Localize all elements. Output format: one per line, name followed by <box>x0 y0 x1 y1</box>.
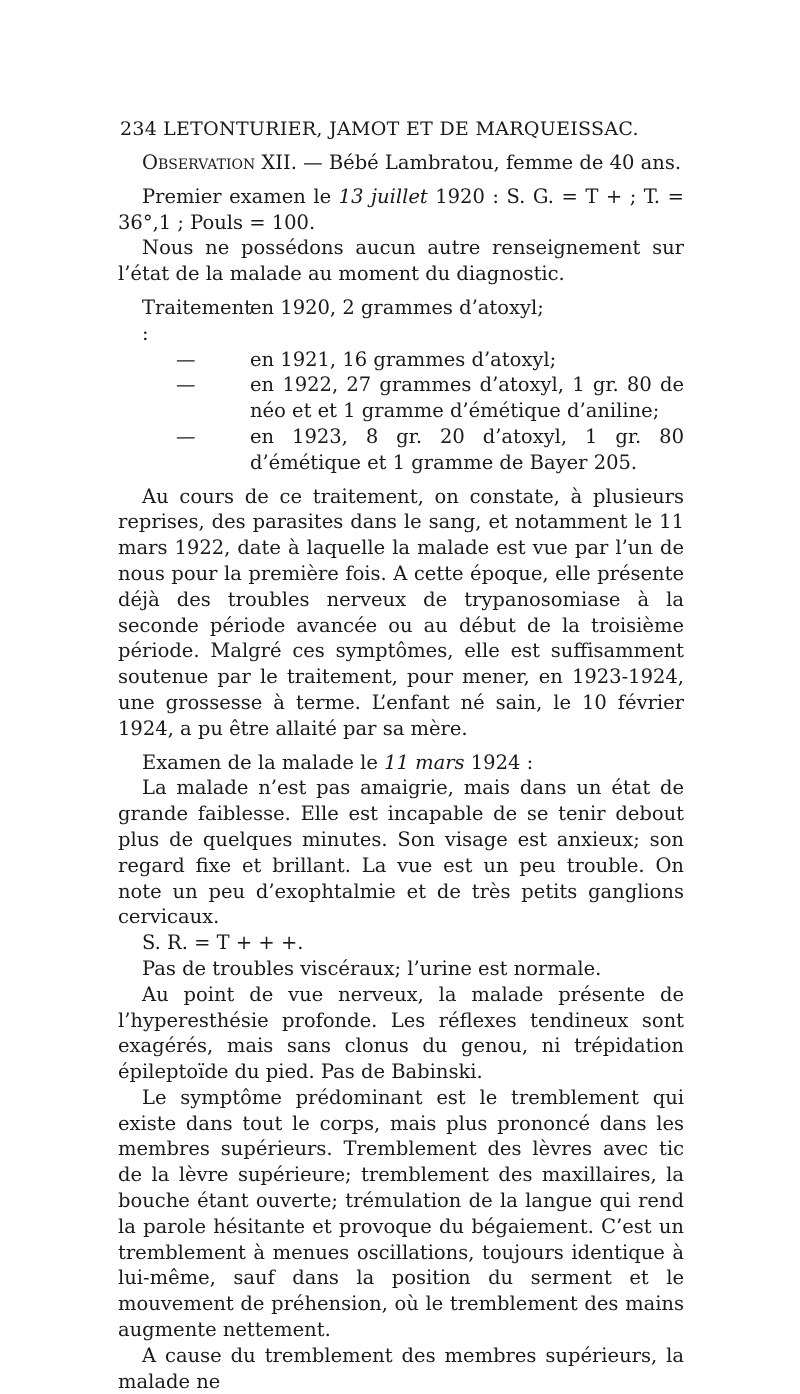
page-number: 234 <box>120 118 158 140</box>
treatment-line: en 1923, 8 gr. 20 d’atoxyl, 1 gr. 80 d’émétique et 1 gramme de Bayer 205. <box>250 424 684 474</box>
second-exam-date: 11 mars <box>384 750 465 774</box>
first-exam-post: 1920 : S. G. = T + ; T. = 36°,1 ; Pouls = 100. <box>118 184 684 234</box>
neurological-paragraph: Au point de vue nerveux, la malade présente de l’hyperesthésie profonde. Les réflexes tendineux sont exagérés, mais sans clonus du genou, ni trépidation épileptoïde du pied. Pas de Babinski. <box>118 982 684 1084</box>
body-text <box>118 150 684 1394</box>
no-info-paragraph: Nous ne possédons aucun autre renseignement sur l’état de la malade au moment du diagnostic. <box>118 236 684 286</box>
visceral-paragraph: Pas de troubles viscéraux; l’urine est normale. <box>142 956 602 980</box>
treatment-dash: — <box>176 347 196 371</box>
observation-label: Observation XII. <box>142 151 297 174</box>
first-exam-date: 13 juillet <box>338 184 428 208</box>
second-exam-heading <box>118 750 684 776</box>
running-title: LETONTURIER, JAMOT ET DE MARQUEISSAC. <box>163 118 639 140</box>
observation-heading <box>118 150 684 176</box>
second-exam-pre: Examen de la malade le <box>142 750 385 774</box>
serology-line: S. R. = T + + +. <box>142 931 304 955</box>
closing-paragraph: A cause du tremblement des membres supérieurs, la malade ne <box>118 1343 684 1393</box>
second-exam-post: 1924 : <box>464 750 534 774</box>
treatment-line: en 1921, 16 grammes d’atoxyl; <box>250 347 557 371</box>
treatment-dash: — <box>176 424 196 448</box>
treatment-line: en 1922, 27 grammes d’atoxyl, 1 gr. 80 de néo et et 1 gramme d’émétique d’aniline; <box>250 373 684 423</box>
course-paragraph: Au cours de ce traitement, on constate, à plusieurs reprises, des parasites dans le sang, et notamment le 11 mars 1922, date à laquelle la malade est vue par l’un de nous pour la première fois. A cette époque, elle présente déjà des troubles nerveux de trypanosomiase à la seconde période avancée ou au début de la troisième période. Malgré ces symptômes, elle est suffisamment soutenue par le traitement, pour mener, en 1923-1924, une grossesse à terme. L’enfant né sain, le 10 février 1924, a pu être allaité par sa mère. <box>118 484 684 740</box>
first-exam-pre: Premier examen le <box>142 184 339 208</box>
treatment-line: en 1920, 2 grammes d’atoxyl; <box>250 295 544 319</box>
condition-paragraph: La malade n’est pas amaigrie, mais dans un état de grande faiblesse. Elle est incapable de se tenir debout plus de quelques minutes. Son visage est anxieux; son regard fixe et brillant. La vue est un peu trouble. On note un peu d’exophtalmie et de très petits ganglions cervicaux. <box>118 776 684 929</box>
first-exam-paragraph <box>118 184 684 236</box>
observation-subject: — Bébé Lambratou, femme de 40 ans. <box>296 151 682 174</box>
treatment-dash: — <box>176 373 196 397</box>
tremor-paragraph: Le symptôme prédominant est le tremblement qui existe dans tout le corps, mais plus prononcé dans les membres supérieurs. Tremblement des lèvres avec tic de la lèvre supérieure; tremblement des maxillaires, la bouche étant ouverte; trémulation de la langue qui rend la parole hésitante et provoque du bégaiement. C’est un tremblement à menues oscillations, toujours identique à lui-même, sauf dans la position du serment et le mouvement de préhension, où le tremblement des mains augmente nettement. <box>118 1085 684 1342</box>
treatment-label: Traitement : <box>142 295 252 345</box>
treatment-list <box>118 295 684 476</box>
